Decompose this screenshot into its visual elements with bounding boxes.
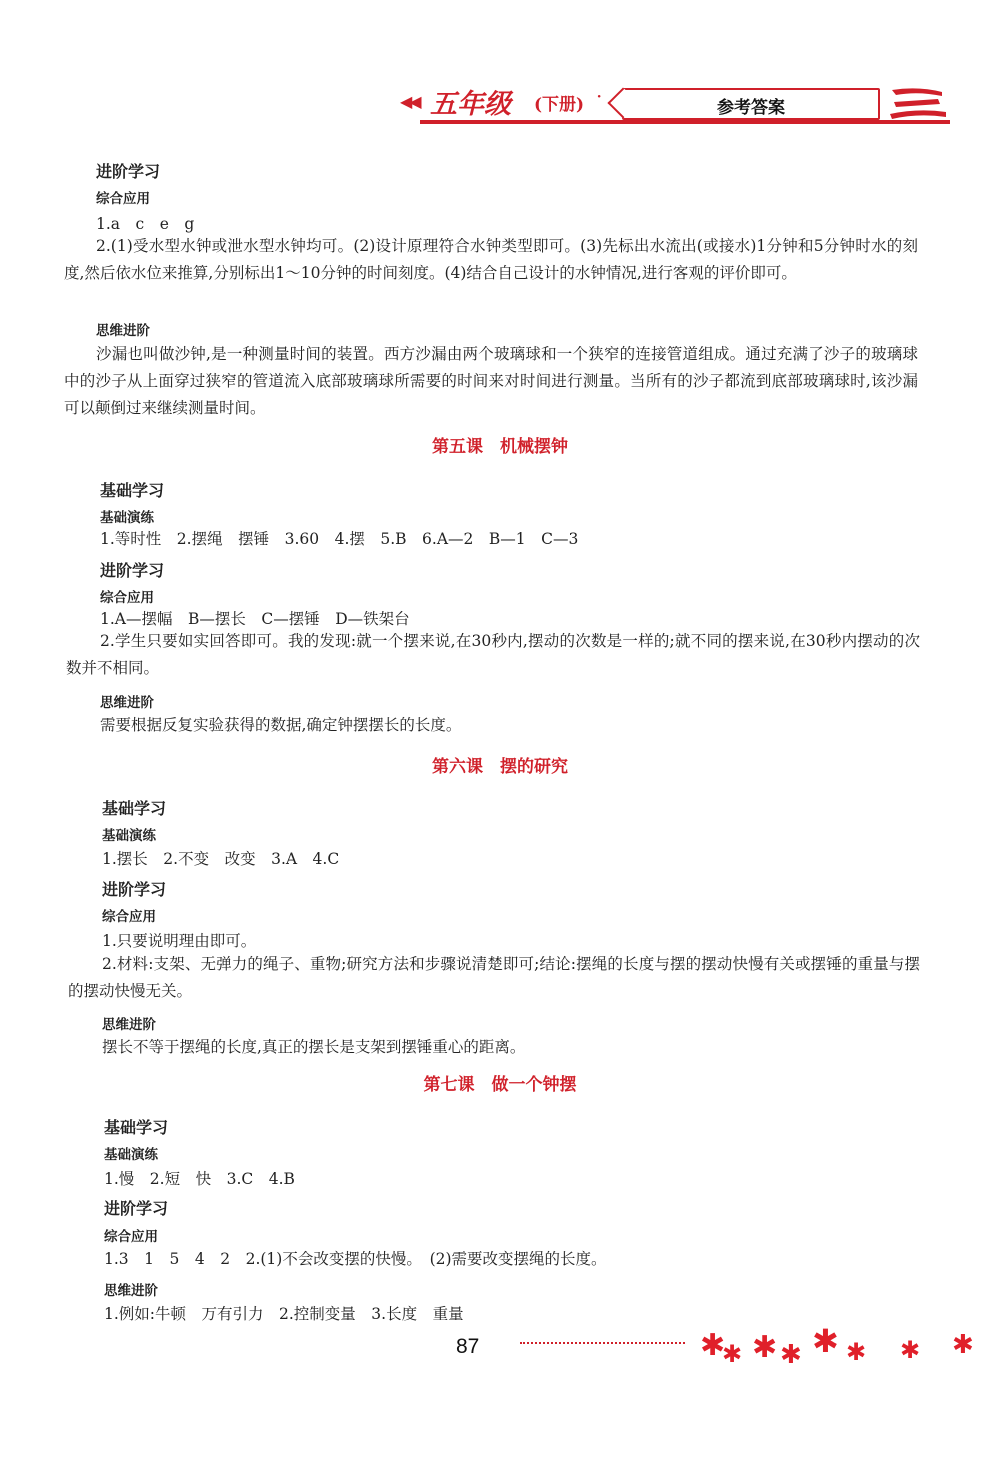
star-icon: ✱ — [846, 1338, 867, 1366]
star-icon: ✱ — [722, 1340, 743, 1368]
answer-line: 1.a c e g — [96, 215, 195, 233]
star-icon: ✱ — [752, 1330, 778, 1365]
subsection-heading: 基础演练 — [100, 510, 154, 526]
section-heading: 基础学习 — [104, 1118, 169, 1137]
answer-line: 1.等时性 2.摆绳 摆锤 3.60 4.摆 5.B 6.A—2 B—1 C—3 — [100, 530, 579, 548]
subsection-heading: 基础演练 — [104, 1147, 158, 1163]
subsection-heading: 综合应用 — [102, 909, 156, 925]
answer-paragraph: 2.学生只要如实回答即可。我的发现:就一个摆来说,在30秒内,摆动的次数是一样的;就不同的摆来说,在30秒内摆动的次数并不相同。 — [66, 632, 920, 677]
answer-line: 1.A—摆幅 B—摆长 C—摆锤 D—铁架台 — [100, 610, 410, 628]
subsection-heading: 综合应用 — [96, 191, 150, 207]
answer-line: 1.摆长 2.不变 改变 3.A 4.C — [102, 850, 340, 868]
footer-dotted-rule — [520, 1342, 685, 1344]
section-heading: 进阶学习 — [96, 162, 161, 181]
star-icon: ✱ — [900, 1336, 921, 1364]
section-heading: 进阶学习 — [104, 1199, 169, 1218]
answer-paragraph: 2.材料:支架、无弹力的绳子、重物;研究方法和步骤说清楚即可;结论:摆绳的长度与摆的摆动快慢有关或摆锤的重量与摆的摆动快慢无关。 — [68, 955, 920, 1000]
section-heading: 进阶学习 — [102, 880, 167, 899]
subsection-heading: 思维进阶 — [102, 1017, 156, 1033]
subsection-heading: 综合应用 — [100, 590, 154, 606]
volume-label: (下册) — [534, 95, 585, 115]
answer-paragraph: 沙漏也叫做沙钟,是一种测量时间的装置。西方沙漏由两个玻璃球和一个狭窄的连接管道组成。通过充满了沙子的玻璃球中的沙子从上面穿过狭窄的管道流入底部玻璃球所需要的时间来对时间进行测量。当所有的沙子都流到底部玻璃球时,该沙漏可以颠倒过来继续测量时间。 — [64, 345, 918, 417]
answer-paragraph: 2.(1)受水型水钟或泄水型水钟均可。(2)设计原理符合水钟类型即可。(3)先标出水流出(或接水)1分钟和5分钟时水的刻度,然后依水位来推算,分别标出1～10分钟的时间刻度。(4)结合自己设计的水钟情况,进行客观的评价即可。 — [64, 237, 918, 282]
section-heading: 基础学习 — [100, 481, 165, 500]
answer-line: 1.慢 2.短 快 3.C 4.B — [104, 1170, 295, 1188]
lesson-title: 第六课 摆的研究 — [432, 757, 568, 777]
answer-line: 1.只要说明理由即可。 — [102, 932, 257, 950]
brand-logo-icon — [888, 86, 948, 120]
subsection-heading: 思维进阶 — [100, 695, 154, 711]
header-rule — [420, 120, 950, 124]
answer-line: 1.例如:牛顿 万有引力 2.控制变量 3.长度 重量 — [104, 1305, 464, 1323]
star-icon: ✱ — [952, 1330, 974, 1360]
grade-label: 五年级 — [430, 89, 511, 120]
section-heading: 进阶学习 — [100, 561, 165, 580]
page-header — [400, 78, 960, 128]
subsection-heading: 综合应用 — [104, 1229, 158, 1245]
star-icon: ✱ — [780, 1340, 802, 1370]
answer-line: 1.3 1 5 4 2 2.(1)不会改变摆的快慢。 (2)需要改变摆绳的长度。 — [104, 1250, 607, 1268]
lesson-title: 第五课 机械摆钟 — [432, 437, 568, 457]
subsection-heading: 基础演练 — [102, 828, 156, 844]
subsection-heading: 思维进阶 — [104, 1283, 158, 1299]
page-number: 87 — [456, 1335, 480, 1358]
star-icon: ✱ — [700, 1328, 726, 1363]
lesson-title: 第七课 做一个钟摆 — [423, 1075, 577, 1095]
double-left-arrow-icon: ◀◀ — [400, 92, 419, 111]
subsection-heading: 思维进阶 — [96, 323, 150, 339]
dot-separator: · — [596, 84, 603, 108]
star-icon: ✱ — [812, 1322, 839, 1360]
answer-line: 摆长不等于摆绳的长度,真正的摆长是支架到摆锤重心的距离。 — [102, 1038, 526, 1056]
answer-line: 需要根据反复实验获得的数据,确定钟摆摆长的长度。 — [100, 716, 462, 734]
section-heading: 基础学习 — [102, 799, 167, 818]
header-title: 参考答案 — [717, 98, 785, 118]
header-title-box — [622, 88, 880, 120]
